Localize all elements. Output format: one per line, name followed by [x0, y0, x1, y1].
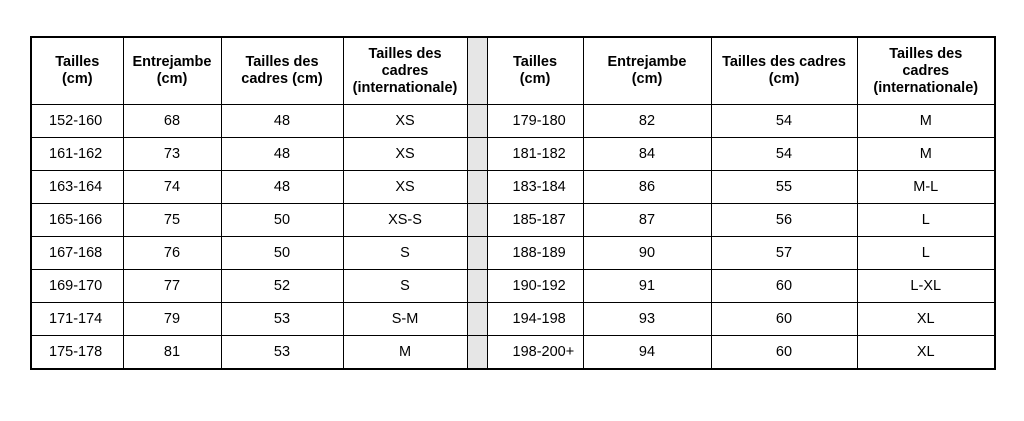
table-cell: 161-162: [31, 138, 123, 171]
table-body: [31, 105, 995, 370]
header-cell: Tailles des cadres (cm): [711, 37, 857, 105]
table-cell: 60: [711, 336, 857, 370]
table-cell: 53: [221, 336, 343, 370]
table-cell: 91: [583, 270, 711, 303]
table-cell: 53: [221, 303, 343, 336]
table-cell: 171-174: [31, 303, 123, 336]
table-cell: 81: [123, 336, 221, 370]
header-cell: Tailles (cm): [487, 37, 583, 105]
header-cell: Entrejambe (cm): [583, 37, 711, 105]
table-cell: 87: [583, 204, 711, 237]
table-cell: 183-184: [487, 171, 583, 204]
table-cell: XS-S: [343, 204, 467, 237]
table-gap: [467, 270, 487, 303]
table-cell: 50: [221, 237, 343, 270]
table-cell: M: [343, 336, 467, 370]
table-cell: 54: [711, 138, 857, 171]
table-cell: 56: [711, 204, 857, 237]
header-cell: Entrejambe (cm): [123, 37, 221, 105]
table-cell: M: [857, 105, 995, 138]
table-row: [31, 138, 995, 171]
header-cell: Tailles des cadres (internationale): [857, 37, 995, 105]
table-gap: [467, 204, 487, 237]
table-cell: M-L: [857, 171, 995, 204]
table-cell: 185-187: [487, 204, 583, 237]
table-cell: 68: [123, 105, 221, 138]
table-row: [31, 105, 995, 138]
table-cell: 93: [583, 303, 711, 336]
table-cell: 55: [711, 171, 857, 204]
table-cell: 169-170: [31, 270, 123, 303]
table-cell: 57: [711, 237, 857, 270]
table-cell: 152-160: [31, 105, 123, 138]
table-cell: 48: [221, 105, 343, 138]
table-cell: S: [343, 270, 467, 303]
table-gap: [467, 336, 487, 370]
table-cell: L: [857, 204, 995, 237]
table-cell: 54: [711, 105, 857, 138]
table-cell: 60: [711, 303, 857, 336]
table-cell: 90: [583, 237, 711, 270]
table-cell: 94: [583, 336, 711, 370]
table-cell: 79: [123, 303, 221, 336]
header-cell: Tailles des cadres (internationale): [343, 37, 467, 105]
size-table: [30, 36, 996, 370]
table-cell: M: [857, 138, 995, 171]
table-row: [31, 336, 995, 370]
table-cell: 165-166: [31, 204, 123, 237]
table-cell: 74: [123, 171, 221, 204]
table-cell: S-M: [343, 303, 467, 336]
table-row: [31, 204, 995, 237]
table-cell: XS: [343, 171, 467, 204]
table-cell: XS: [343, 105, 467, 138]
table-cell: XS: [343, 138, 467, 171]
table-gap: [467, 171, 487, 204]
table-cell: 48: [221, 138, 343, 171]
table-cell: L: [857, 237, 995, 270]
table-cell: 86: [583, 171, 711, 204]
header-cell: Tailles des cadres (cm): [221, 37, 343, 105]
table-cell: 167-168: [31, 237, 123, 270]
table-cell: 188-189: [487, 237, 583, 270]
table-cell: L-XL: [857, 270, 995, 303]
table-cell: 175-178: [31, 336, 123, 370]
table-cell: XL: [857, 303, 995, 336]
header-row: [31, 37, 995, 105]
table-row: [31, 171, 995, 204]
table-cell: 163-164: [31, 171, 123, 204]
table-cell: 48: [221, 171, 343, 204]
table-cell: 73: [123, 138, 221, 171]
table-cell: 179-180: [487, 105, 583, 138]
table-gap: [467, 138, 487, 171]
table-gap: [467, 237, 487, 270]
table-row: [31, 237, 995, 270]
table-gap: [467, 37, 487, 105]
table-gap: [467, 105, 487, 138]
header-cell: Tailles (cm): [31, 37, 123, 105]
table-cell: 194-198: [487, 303, 583, 336]
table-cell: 50: [221, 204, 343, 237]
table-cell: 82: [583, 105, 711, 138]
table-row: [31, 270, 995, 303]
table-row: [31, 303, 995, 336]
table-cell: 52: [221, 270, 343, 303]
table-gap: [467, 303, 487, 336]
table-cell: 84: [583, 138, 711, 171]
table-cell: 75: [123, 204, 221, 237]
table-cell: S: [343, 237, 467, 270]
table-cell: 60: [711, 270, 857, 303]
table-cell: 77: [123, 270, 221, 303]
table-cell: 181-182: [487, 138, 583, 171]
table-cell: XL: [857, 336, 995, 370]
table-cell: 190-192: [487, 270, 583, 303]
table-cell: 76: [123, 237, 221, 270]
table-cell: 198-200+: [487, 336, 583, 370]
